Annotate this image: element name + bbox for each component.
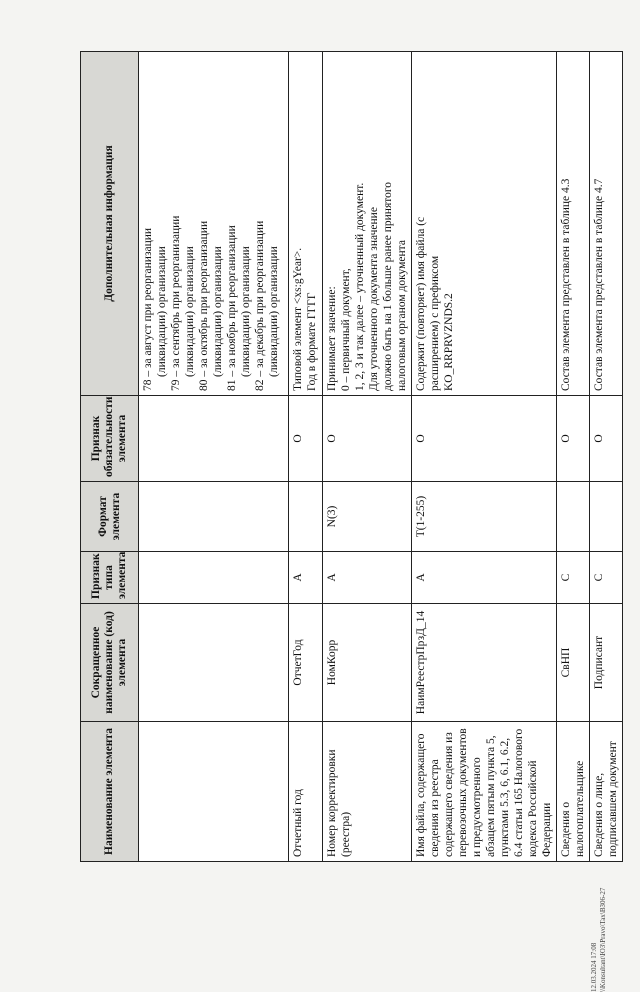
footer-line-2: \\Konsultant\ЮЗ\Pravo\Tax\ВЗ06-27 [599, 887, 607, 992]
elements-table [80, 51, 623, 862]
header-format: Формат элемента [81, 482, 139, 552]
cell-type [139, 552, 289, 604]
cell-name: Сведения о налогоплательщике [557, 722, 590, 862]
cell-info [289, 52, 323, 396]
info-line: Состав элемента представлен в таблице 4.3 [560, 178, 572, 391]
cell-type: С [557, 552, 590, 604]
info-line: расширением) с префиксом [429, 255, 441, 391]
table-row [590, 52, 623, 862]
cell-name [139, 722, 289, 862]
cell-name: Номер корректировки (реестра) [323, 722, 412, 862]
footer-stamp [590, 862, 608, 992]
table-row [323, 52, 412, 862]
info-line: 1, 2, 3 и так далее – уточненный документ. [354, 182, 366, 391]
rotated-table-wrapper [80, 52, 619, 862]
info-line: 81 – за ноябрь при реорганизации [226, 225, 238, 391]
cell-required: О [557, 396, 590, 482]
info-line: 0 – первичный документ, [340, 268, 352, 391]
table-row [557, 52, 590, 862]
cell-format [590, 482, 623, 552]
cell-type: С [590, 552, 623, 604]
header-code: Сокращенное наименование (код) элемента [81, 604, 139, 722]
cell-code [139, 604, 289, 722]
info-line: налоговым органом документа [396, 240, 408, 391]
footer-line-1: 12.03.2024 17:08 [590, 942, 598, 992]
cell-code: НомКорр [323, 604, 412, 722]
info-line: 78 – за август при реорганизации [142, 227, 154, 391]
cell-info [412, 52, 557, 396]
info-line: 79 – за сентябрь при реорганизации [170, 215, 182, 391]
cell-required [139, 396, 289, 482]
info-line: 80 – за октябрь при реорганизации [198, 220, 210, 391]
info-line: (ликвидации) организации [240, 246, 252, 377]
info-line: (ликвидации) организации [156, 246, 168, 377]
info-line: (ликвидации) организации [212, 246, 224, 377]
table-row [412, 52, 557, 862]
header-row [81, 52, 139, 862]
info-line: Состав элемента представлен в таблице 4.7 [593, 178, 605, 391]
info-line: Типовой элемент <xs:gYear>. [292, 247, 304, 391]
info-line: Для уточненного документа значение [368, 207, 380, 391]
cell-type: А [289, 552, 323, 604]
cell-name: Имя файла, содержащего сведения из реестра содержащего сведения из перевозочных документов и предусмотренного абзацем пятым пункта 5, пунктами 5.3, 6, 6.1, 6.2, 6.4 статьи 165 Налогового кодекса Российской Федерации [412, 722, 557, 862]
cell-info [590, 52, 623, 396]
cell-format [289, 482, 323, 552]
info-line: Содержит (повторяет) имя файла (с [415, 216, 427, 391]
header-name: Наименование элемента [81, 722, 139, 862]
info-line: (ликвидации) организации [268, 246, 280, 377]
info-line: 82 – за декабрь при реорганизации [254, 220, 266, 391]
cell-info [557, 52, 590, 396]
cell-code: НаимРеестрПрзД_14 [412, 604, 557, 722]
info-line: (ликвидации) организации [184, 246, 196, 377]
header-type: Признак типа элемента [81, 552, 139, 604]
info-line: KO_RRPRVZNDS.2 [443, 293, 455, 391]
cell-required: О [289, 396, 323, 482]
header-info: Дополнительная информация [81, 52, 139, 396]
info-line: Принимает значение: [326, 286, 338, 391]
cell-type: А [412, 552, 557, 604]
cell-code: ОтчетГод [289, 604, 323, 722]
cell-info [323, 52, 412, 396]
table-row [289, 52, 323, 862]
cell-format [139, 482, 289, 552]
cell-required: О [412, 396, 557, 482]
cell-required: О [590, 396, 623, 482]
cell-format [557, 482, 590, 552]
cell-name: Сведения о лице, подписавшем документ [590, 722, 623, 862]
header-required: Признак обязательности элемента [81, 396, 139, 482]
cell-code: СвНП [557, 604, 590, 722]
cell-format: N(3) [323, 482, 412, 552]
cell-type: А [323, 552, 412, 604]
cell-name: Отчетный год [289, 722, 323, 862]
info-line: должно быть на 1 больше ранее принятого [382, 181, 394, 391]
cell-info [139, 52, 289, 396]
cell-format: T(1-255) [412, 482, 557, 552]
cell-code: Подписант [590, 604, 623, 722]
cell-required: О [323, 396, 412, 482]
table-row [139, 52, 289, 862]
info-line: Год в формате ГГГГ [306, 292, 318, 391]
